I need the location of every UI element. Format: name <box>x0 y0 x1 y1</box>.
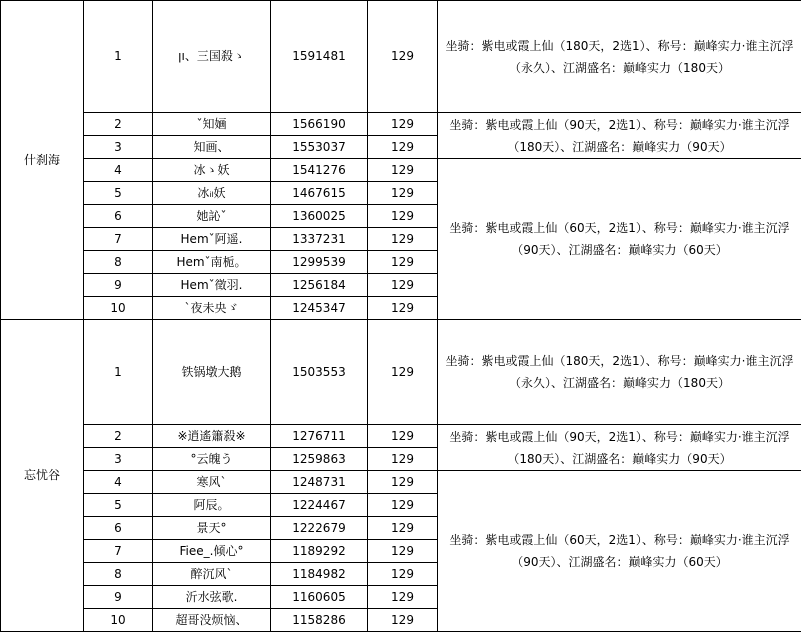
player-name-cell: Hemˇ徵羽. <box>153 274 271 297</box>
player-name-cell: 她訫ˇ <box>153 205 271 228</box>
level-cell: 129 <box>368 182 438 205</box>
power-cell: 1299539 <box>271 251 368 274</box>
reward-cell: 坐骑：紫电或霞上仙（60天，2选1）、称号：巅峰实力·谁主沉浮（90天）、江湖盛名：巅峰实力（60天） <box>438 471 801 632</box>
power-cell: 1245347 <box>271 297 368 320</box>
power-cell: 1189292 <box>271 540 368 563</box>
player-name-cell: 超哥没烦恼、 <box>153 609 271 632</box>
player-name-cell: 寒风ˋ <box>153 471 271 494</box>
level-cell: 129 <box>368 297 438 320</box>
reward-cell: 坐骑：紫电或霞上仙（180天，2选1）、称号：巅峰实力·谁主沉浮（永久）、江湖盛名：巅峰实力（180天） <box>438 1 801 113</box>
table-row <box>1 425 801 448</box>
table-row <box>1 113 801 136</box>
rank-cell: 2 <box>84 425 153 448</box>
server-name-cell: 忘忧谷 <box>1 320 84 632</box>
player-name-cell: 景天° <box>153 517 271 540</box>
power-cell: 1566190 <box>271 113 368 136</box>
level-cell: 129 <box>368 136 438 159</box>
power-cell: 1222679 <box>271 517 368 540</box>
player-name-cell: Hemˇ南栀。 <box>153 251 271 274</box>
rank-cell: 6 <box>84 517 153 540</box>
player-name-cell: ˇ知婳 <box>153 113 271 136</box>
level-cell: 129 <box>368 517 438 540</box>
player-name-cell: 铁锅墩大鹅 <box>153 320 271 425</box>
rank-cell: 3 <box>84 448 153 471</box>
level-cell: 129 <box>368 159 438 182</box>
rank-cell: 4 <box>84 471 153 494</box>
power-cell: 1541276 <box>271 159 368 182</box>
power-cell: 1591481 <box>271 1 368 113</box>
level-cell: 129 <box>368 251 438 274</box>
player-name-cell: 知画、 <box>153 136 271 159</box>
table-row <box>1 1 801 113</box>
power-cell: 1360025 <box>271 205 368 228</box>
level-cell: 129 <box>368 1 438 113</box>
rank-cell: 9 <box>84 274 153 297</box>
rank-cell: 3 <box>84 136 153 159</box>
player-name-cell: ˋ夜未央ゞ <box>153 297 271 320</box>
power-cell: 1158286 <box>271 609 368 632</box>
rank-cell: 1 <box>84 1 153 113</box>
reward-cell: 坐骑：紫电或霞上仙（90天，2选1）、称号：巅峰实力·谁主沉浮（180天）、江湖盛名：巅峰实力（90天） <box>438 113 801 159</box>
rank-cell: 6 <box>84 205 153 228</box>
rank-cell: 10 <box>84 609 153 632</box>
player-name-cell: 醉沉风ˋ <box>153 563 271 586</box>
table-row <box>1 159 801 182</box>
power-cell: 1256184 <box>271 274 368 297</box>
power-cell: 1160605 <box>271 586 368 609</box>
rank-cell: 7 <box>84 540 153 563</box>
level-cell: 129 <box>368 494 438 517</box>
power-cell: 1224467 <box>271 494 368 517</box>
level-cell: 129 <box>368 320 438 425</box>
rank-cell: 9 <box>84 586 153 609</box>
player-name-cell: ※逍遙簫殺※ <box>153 425 271 448</box>
reward-cell: 坐骑：紫电或霞上仙（60天，2选1）、称号：巅峰实力·谁主沉浮（90天）、江湖盛名：巅峰实力（60天） <box>438 159 801 320</box>
level-cell: 129 <box>368 540 438 563</box>
level-cell: 129 <box>368 586 438 609</box>
player-name-cell: 冰ゝ妖 <box>153 159 271 182</box>
reward-cell: 坐骑：紫电或霞上仙（90天，2选1）、称号：巅峰实力·谁主沉浮（180天）、江湖盛名：巅峰实力（90天） <box>438 425 801 471</box>
power-cell: 1184982 <box>271 563 368 586</box>
level-cell: 129 <box>368 205 438 228</box>
rank-cell: 5 <box>84 182 153 205</box>
server-name-cell: 什刹海 <box>1 1 84 320</box>
power-cell: 1467615 <box>271 182 368 205</box>
player-name-cell: Hemˇ阿遥. <box>153 228 271 251</box>
level-cell: 129 <box>368 471 438 494</box>
rank-cell: 8 <box>84 251 153 274</box>
level-cell: 129 <box>368 425 438 448</box>
table-row <box>1 320 801 425</box>
rank-cell: 1 <box>84 320 153 425</box>
power-cell: 1248731 <box>271 471 368 494</box>
rank-cell: 8 <box>84 563 153 586</box>
power-cell: 1259863 <box>271 448 368 471</box>
power-cell: 1553037 <box>271 136 368 159</box>
power-cell: 1503553 <box>271 320 368 425</box>
rank-cell: 2 <box>84 113 153 136</box>
rank-cell: 4 <box>84 159 153 182</box>
player-name-cell: °云魄う <box>153 448 271 471</box>
table-row <box>1 471 801 494</box>
level-cell: 129 <box>368 563 438 586</box>
player-name-cell: 沂水弦歌. <box>153 586 271 609</box>
level-cell: 129 <box>368 228 438 251</box>
rank-cell: 5 <box>84 494 153 517</box>
level-cell: 129 <box>368 448 438 471</box>
level-cell: 129 <box>368 113 438 136</box>
level-cell: 129 <box>368 274 438 297</box>
player-name-cell: Fiee_.倾心° <box>153 540 271 563</box>
player-name-cell: 阿辰。 <box>153 494 271 517</box>
player-name-cell: ꞁ​ı、三国殺ゝ <box>153 1 271 113</box>
player-name-cell: 冰ᵢₗ妖 <box>153 182 271 205</box>
rank-cell: 7 <box>84 228 153 251</box>
level-cell: 129 <box>368 609 438 632</box>
reward-cell: 坐骑：紫电或霞上仙（180天，2选1）、称号：巅峰实力·谁主沉浮（永久）、江湖盛名：巅峰实力（180天） <box>438 320 801 425</box>
power-cell: 1337231 <box>271 228 368 251</box>
rank-cell: 10 <box>84 297 153 320</box>
power-cell: 1276711 <box>271 425 368 448</box>
